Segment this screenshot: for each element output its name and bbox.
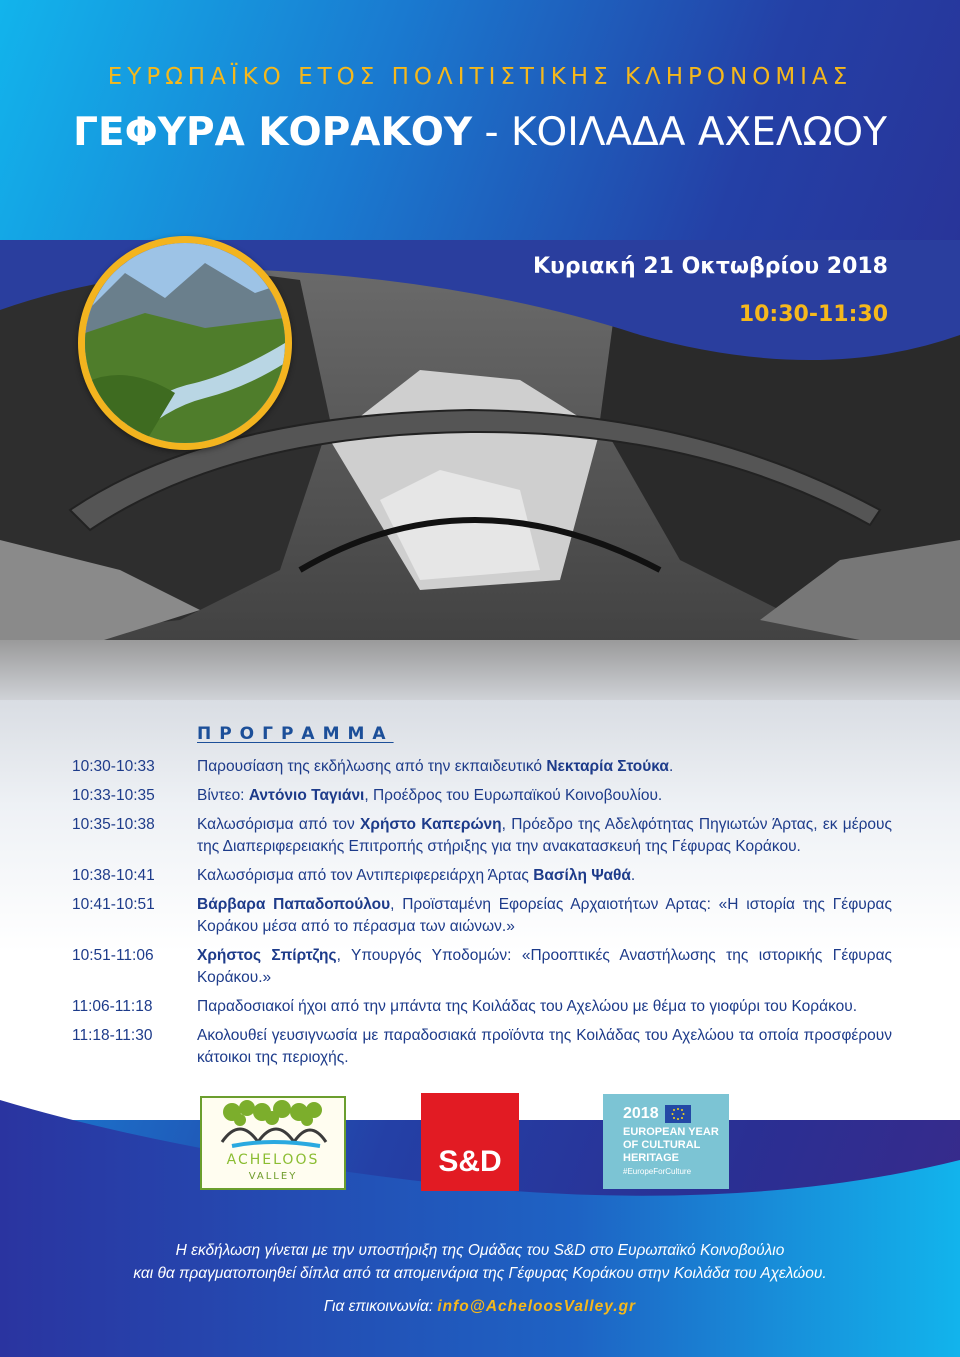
schedule-row [72, 996, 892, 1018]
schedule-row [72, 1025, 892, 1069]
acheloos-name: ACHELOOS [226, 1152, 320, 1168]
eych-year: 2018 [623, 1105, 659, 1122]
schedule-row [72, 894, 892, 938]
eu-flag-icon [665, 1105, 691, 1123]
schedule-desc: Παρουσίαση της εκδήλωσης από την εκπαιδευτικό Νεκταρία Στούκα. [197, 758, 674, 775]
schedule-time: 10:41-10:51 [72, 896, 155, 913]
sd-logo-text: S&D [438, 1145, 502, 1178]
header-title [0, 110, 960, 155]
acheloos-valley-logo [200, 1096, 346, 1190]
schedule-row [72, 945, 892, 989]
footer-line-1: Η εκδήλωση γίνεται με την υποστήριξη της Ομάδας του S&D στο Ευρωπαϊκό Κοινοβούλιο [175, 1242, 785, 1259]
schedule-row [72, 865, 892, 887]
title-rest: ΚΟΙΛΑΔΑ ΑΧΕΛΩΟΥ [510, 110, 887, 155]
event-date: Κυριακή 21 Οκτωβρίου 2018 [533, 254, 888, 279]
european-year-cultural-heritage-logo [603, 1094, 729, 1189]
schedule-desc: Καλωσόρισμα από τον Χρήστο Καπερώνη, Πρόεδρο της Αδελφότητας Πηγιωτών Άρτας, εκ μέρους της Διαπεριφερειακής Επιτροπής στήριξης για την ανακατασκευή της Γέφυρας Κοράκου. [197, 816, 892, 855]
sd-logo [421, 1093, 519, 1191]
contact-label: Για επικοινωνία: [323, 1298, 438, 1315]
schedule-row [72, 785, 892, 807]
eych-hashtag: #EuropeForCulture [623, 1167, 692, 1176]
schedule-time: 10:38-10:41 [72, 867, 155, 884]
schedule-time: 10:30-10:33 [72, 758, 155, 775]
schedule-time: 10:33-10:35 [72, 787, 155, 804]
schedule-row [72, 814, 892, 858]
schedule-desc: Παραδοσιακοί ήχοι από την μπάντα της Κοιλάδας του Αχελώου με θέμα το γιοφύρι του Κοράκου. [197, 998, 858, 1015]
title-bold: ΓΕΦΥΡΑ ΚΟΡΑΚΟΥ [73, 110, 473, 155]
footer-line-2: και θα πραγματοποιηθεί δίπλα από τα απομεινάρια της Γέφυρας Κοράκου στην Κοιλάδα του Αχελώου. [133, 1265, 827, 1282]
program-schedule [72, 756, 892, 1076]
tree-arches-icon [202, 1098, 344, 1152]
schedule-time: 11:06-11:18 [72, 998, 153, 1015]
schedule-desc: Βάρβαρα Παπαδοπούλου, Προϊσταμένη Εφορείας Αρχαιοτήτων Αρτας: «Η ιστορία της Γέφυρας Κοράκου μέσα από το πέρασμα των αιώνων.» [197, 896, 892, 935]
event-time: 10:30-11:30 [738, 302, 888, 327]
eych-line3: HERITAGE [623, 1152, 680, 1164]
schedule-row [72, 756, 892, 778]
program-heading: ΠΡΟΓΡΑΜΜΑ [197, 724, 394, 744]
schedule-time: 10:35-10:38 [72, 816, 155, 833]
schedule-desc: Βίντεο: Αντόνιο Ταγιάνι, Προέδρος του Ευρωπαϊκού Κοινοβουλίου. [197, 787, 663, 804]
valley-image [85, 243, 285, 443]
schedule-desc: Χρήστος Σπίρτζης, Υπουργός Υποδομών: «Προοπτικές Αναστήλωσης της ιστορικής Γέφυρας Κοράκου.» [197, 947, 893, 986]
schedule-time: 10:51-11:06 [72, 947, 154, 964]
schedule-desc: Καλωσόρισμα από τον Αντιπεριφερειάρχη Άρτας Βασίλη Ψαθά. [197, 867, 636, 884]
schedule-time: 11:18-11:30 [72, 1027, 153, 1044]
schedule-desc: Ακολουθεί γευσιγνωσία με παραδοσιακά προϊόντα της Κοιλάδας του Αχελώου τα οποία προσφέρουν κάτοικοι της περιοχής. [197, 1027, 892, 1066]
valley-name: VALLEY [248, 1171, 298, 1182]
title-separator: - [472, 110, 511, 155]
eych-line1: EUROPEAN YEAR [623, 1126, 719, 1138]
contact-line [0, 1298, 960, 1316]
valley-thumbnail [78, 236, 292, 450]
eu-stars-icon [665, 1105, 691, 1123]
contact-email-link[interactable]: info@AcheloosValley.gr [437, 1298, 637, 1315]
eych-line2: OF CULTURAL [623, 1139, 701, 1151]
header-kicker: ΕΥΡΩΠΑΪΚΟ ΕΤΟΣ ΠΟΛΙΤΙΣΤΙΚΗΣ ΚΛΗΡΟΝΟΜΙΑΣ [107, 64, 853, 90]
